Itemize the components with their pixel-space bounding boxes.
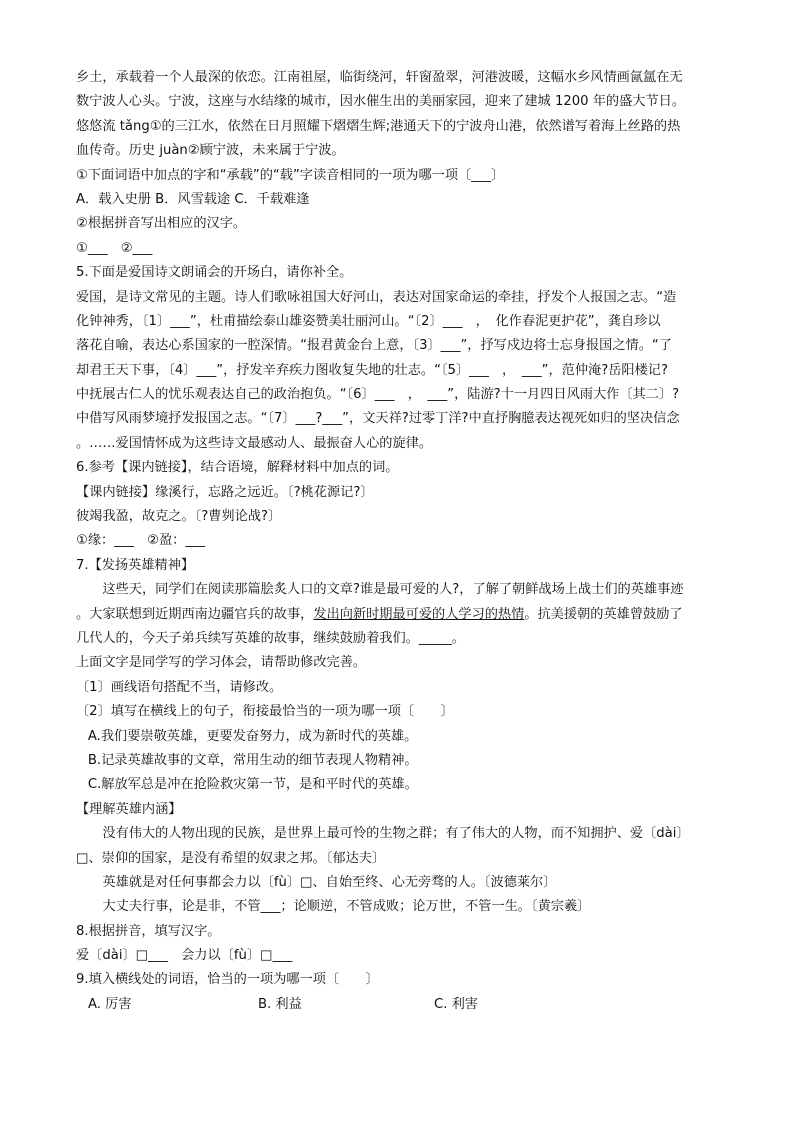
passage-line: 却君王天下事，〔4〕___”，抒发辛弃疾力图收复失地的壮志。“〔5〕___ ， ___”，范仲淹?岳阳楼记? <box>76 362 668 378</box>
passage-line: 爱国，是诗文常见的主题。诗人们歌咏祖国大好河山，表达对国家命运的牵挂，抒发个人报国之志。“造 <box>76 289 677 305</box>
sub-question: 〔1〕画线语句搭配不当，请修改。 <box>76 679 283 695</box>
quote-line: 没有伟大的人物出现的民族，是世界上最可怜的生物之群；有了伟大的人物，而不知拥护、爱〔dài〕 <box>102 826 690 842</box>
section-heading: 【理解英雄内涵】 <box>76 801 182 817</box>
sub-question: 〔2〕填写在横线上的句子，衔接最恰当的一项为哪一项〔 〕 <box>76 704 454 720</box>
passage-line: 悠悠流 tǎng①的三江水，依然在日月照耀下熠熠生辉;港通天下的宁波舟山港，依然谱写着海上丝路的热 <box>76 118 681 134</box>
passage-line: 几代人的，今天子弟兵续写英雄的故事，继续鼓励着我们。_____。 <box>76 630 466 646</box>
question-line: ①下面词语中加点的字和“承载”的“载”字读音相同的一项为哪一项〔___〕 <box>76 167 505 183</box>
option-a: A. 厉害 <box>88 996 132 1012</box>
passage-line: 。……爱国情怀成为这些诗文最感动人、最振奋人心的旋律。 <box>76 435 433 451</box>
quote-line: 大丈夫行事，论是非，不管___；论顺逆，不管成败；论万世，不管一生。〔黄宗羲〕 <box>102 899 591 915</box>
passage-line: 血传奇。历史 juàn②顾宁波，未来属于宁波。 <box>76 143 345 159</box>
answer-options: A．载入史册 B．风雪载途 C．千载难逢 <box>76 191 310 207</box>
answer-blanks: ①___ ②___ <box>76 240 153 256</box>
passage-line: 落花自喻，表达心系国家的一腔深情。“报君黄金台上意，〔3〕___”，抒写戍边将士忘身报国之情。“了 <box>76 338 672 354</box>
passage-line: 乡土，承载着一个人最深的依恋。江南祖屋，临街绕河，轩窗盈翠，河港波暖，这幅水乡风情画氤氲在无 <box>76 70 683 85</box>
quote-line: 英雄就是对任何事都会力以〔fù〕□、自始至终、心无旁骛的人。〔波德莱尔〕 <box>102 874 557 890</box>
passage-line: 中借写风雨梦境抒发报国之志。“〔7〕___?___”，文天祥?过零丁洋?中直抒胸臆表达视死如归的坚决信念 <box>76 411 680 427</box>
passage-line: 化钟神秀，〔1〕___”，杜甫描绘泰山雄姿赞美壮丽河山。“〔2〕___ ， 化作春泥更护花”，龚自珍以 <box>76 313 661 329</box>
instruction-line: 上面文字是同学写的学习体会，请帮助修改完善。 <box>76 655 367 671</box>
passage-line: 数宁波人心头。宁波，这座与水结缘的城市，因水催生出的美丽家园，迎来了建城 1200 年的盛大节日。 <box>76 94 686 110</box>
passage-line: 这些天，同学们在阅读那篇脍炙人口的文章?谁是最可爱的人?，了解了朝鲜战场上战士们的英雄事迹 <box>102 582 684 598</box>
link-line: 彼竭我盈，故克之。〔?曹刿论战?〕 <box>76 509 282 525</box>
passage-line: 中抚展古仁人的忧乐观表达自己的政治抱负。“〔6〕___ ， ___”，陆游?十一月四日风雨大作〔其二〕? <box>76 387 680 403</box>
question-8-heading: 8.根据拼音，填写汉字。 <box>76 923 221 939</box>
quote-line: □、崇仰的国家，是没有希望的奴隶之邦。〔郁达夫〕 <box>76 850 386 866</box>
passage-line <box>76 603 722 627</box>
option-c: C.解放军总是冲在抢险救灾第一节，是和平时代的英雄。 <box>87 777 418 793</box>
question-6-heading: 6.参考【课内链接】，结合语境，解释材料中加点的词。 <box>76 460 399 476</box>
question-5-heading: 5.下面是爱国诗文朗诵会的开场白，请你补全。 <box>76 265 353 281</box>
question-9-options <box>76 993 722 1017</box>
option-b: B. 利益 <box>258 996 302 1012</box>
question-9-heading: 9.填入横线处的词语，恰当的一项为哪一项〔 〕 <box>76 972 379 988</box>
question-7-heading: 7.【发扬英雄精神】 <box>76 557 195 573</box>
option-b: B.记录英雄故事的文章，常用生动的细节表现人物精神。 <box>87 752 418 768</box>
option-c: C. 利害 <box>434 996 478 1012</box>
link-line: 【课内链接】缘溪行，忘路之远近。〔?桃花源记?〕 <box>76 484 374 500</box>
passage-text: 。大家联想到近期西南边疆官兵的故事， <box>76 606 314 622</box>
question-line: ②根据拼音写出相应的汉字。 <box>76 216 247 232</box>
answer-blanks: ①缘：___ ②盈：___ <box>76 533 206 549</box>
document-body <box>76 66 722 1017</box>
option-a: A.我们要崇敬英雄，更要发奋努力，成为新时代的英雄。 <box>87 728 418 744</box>
passage-text: 。抗美援朝的英雄曾鼓励了 <box>524 606 683 622</box>
underlined-sentence: 发出向新时期最可爱的人学习的热情 <box>313 606 525 622</box>
answer-blanks: 爱〔dài〕□___ 会力以〔fù〕□___ <box>76 948 293 964</box>
